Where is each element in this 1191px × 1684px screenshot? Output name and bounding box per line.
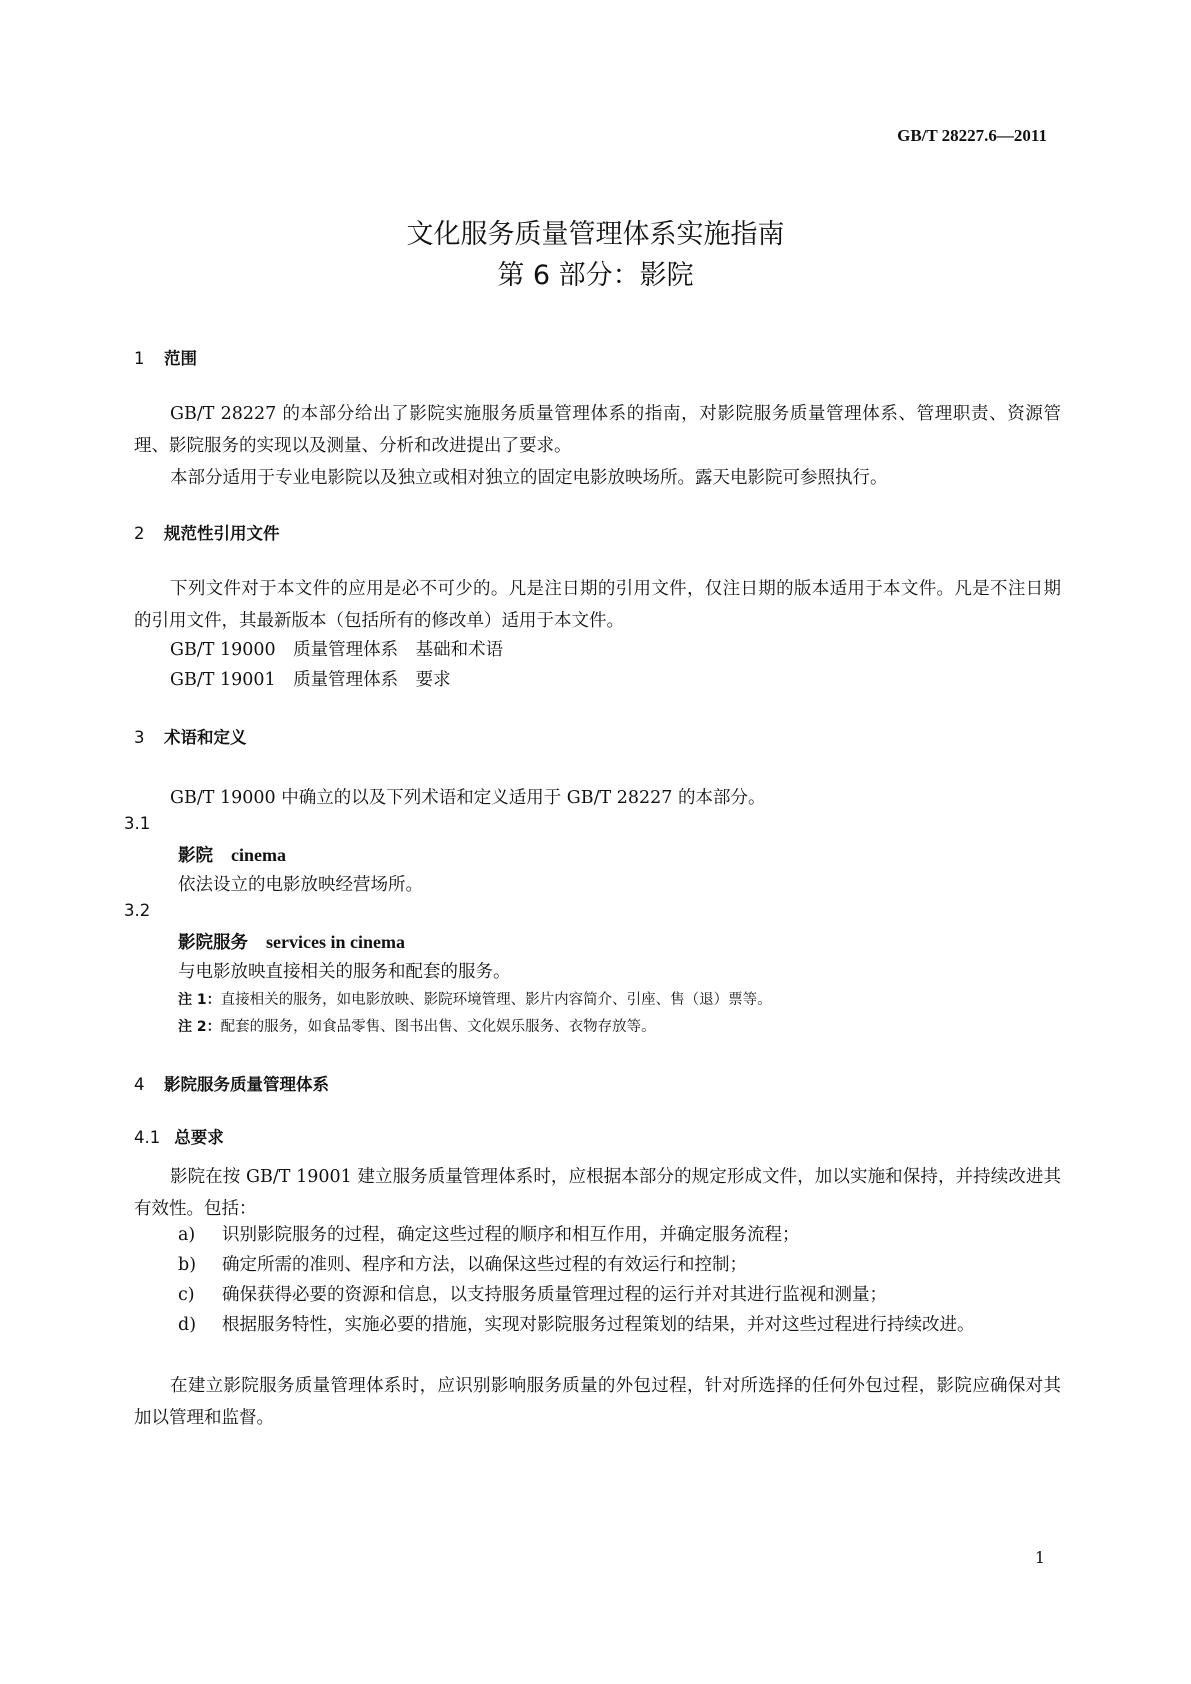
term-number: 3.2 [124,901,151,920]
paragraph: 影院在按 GB/T 19001 建立服务质量管理体系时，应根据本部分的规定形成文件，加以实施和保持，并持续改进其有效性。包括： [134,1167,1061,1219]
term-chinese: 影院 [178,846,213,866]
term-number: 3.1 [124,814,151,833]
subsection-4-1-intro [134,1161,1061,1225]
list-text: 根据服务特性，实施必要的措施，实现对影院服务过程策划的结果，并对这些过程进行持续改进。 [222,1315,975,1335]
list-item [178,1219,1061,1251]
note-text: 直接相关的服务，如电影放映、影院环境管理、影片内容简介、引座、售（退）票等。 [220,992,772,1008]
list-marker: c) [178,1285,195,1305]
section-1-body [134,398,1061,494]
section-2-body [134,573,1061,637]
section-number: 1 [134,349,145,368]
list-marker: d) [178,1315,197,1335]
list-text: 确定所需的准则、程序和方法，以确保这些过程的有效运行和控制； [222,1255,747,1275]
note-2 [178,1015,656,1036]
note-1 [178,988,772,1009]
subsection-title: 总要求 [174,1128,224,1147]
section-4-heading [134,1071,329,1095]
paragraph: GB/T 19000 中确立的以及下列术语和定义适用于 GB/T 28227 的本部分。 [170,788,766,808]
list-marker: a) [178,1225,196,1245]
paragraph: 在建立影院服务质量管理体系时，应识别影响服务质量的外包过程，针对所选择的任何外包过程，影院应确保对其加以管理和监督。 [134,1376,1061,1428]
paragraph: 本部分适用于专业电影院以及独立或相对独立的固定电影放映场所。露天电影院可参照执行。 [170,468,888,488]
paragraph: 下列文件对于本文件的应用是必不可少的。凡是注日期的引用文件，仅注日期的版本适用于本文件。凡是不注日期的引用文件，其最新版本（包括所有的修改单）适用于本文件。 [134,579,1061,631]
paragraph: GB/T 28227 的本部分给出了影院实施服务质量管理体系的指南，对影院服务质量管理体系、管理职责、资源管理、影院服务的实现以及测量、分析和改进提出了要求。 [134,404,1061,456]
list-item [178,1249,1061,1281]
note-text: 配套的服务，如食品零售、图书出售、文化娱乐服务、衣物存放等。 [220,1019,656,1035]
subsection-4-1-closing [134,1370,1061,1434]
section-1-heading [134,345,197,369]
subsection-number: 4.1 [134,1128,161,1147]
document-title: 文化服务质量管理体系实施指南 [406,219,785,250]
section-number: 4 [134,1075,145,1094]
list-text: 识别影院服务的过程，确定这些过程的顺序和相互作用，并确定服务流程； [222,1225,800,1245]
term-heading [178,929,405,954]
term-english: cinema [231,845,286,865]
section-number: 3 [134,728,145,747]
term-english: services in cinema [266,932,405,952]
section-title: 术语和定义 [164,728,247,747]
section-title: 规范性引用文件 [164,524,280,543]
section-number: 2 [134,524,145,543]
term-definition: 与电影放映直接相关的服务和配套的服务。 [178,962,511,982]
standard-code: GB/T 28227.6—2011 [897,126,1047,145]
reference-item: GB/T 19001 质量管理体系 要求 [170,670,451,690]
document-subtitle: 第 6 部分：影院 [497,260,694,291]
note-label: 注 2： [178,1019,221,1035]
section-3-heading [134,724,247,748]
section-2-heading [134,520,280,544]
term-definition: 依法设立的电影放映经营场所。 [178,875,423,895]
list-text: 确保获得必要的资源和信息，以支持服务质量管理过程的运行并对其进行监视和测量； [222,1285,887,1305]
section-title: 范围 [164,349,197,368]
list-marker: b) [178,1255,197,1275]
note-label: 注 1： [178,992,221,1008]
reference-item: GB/T 19000 质量管理体系 基础和术语 [170,640,504,660]
term-chinese: 影院服务 [178,933,248,953]
subsection-4-1-heading [134,1124,224,1148]
page-number: 1 [1034,1548,1045,1567]
term-heading [178,842,286,867]
section-title: 影院服务质量管理体系 [164,1075,329,1094]
list-item [178,1309,1061,1341]
list-item [178,1279,1061,1311]
